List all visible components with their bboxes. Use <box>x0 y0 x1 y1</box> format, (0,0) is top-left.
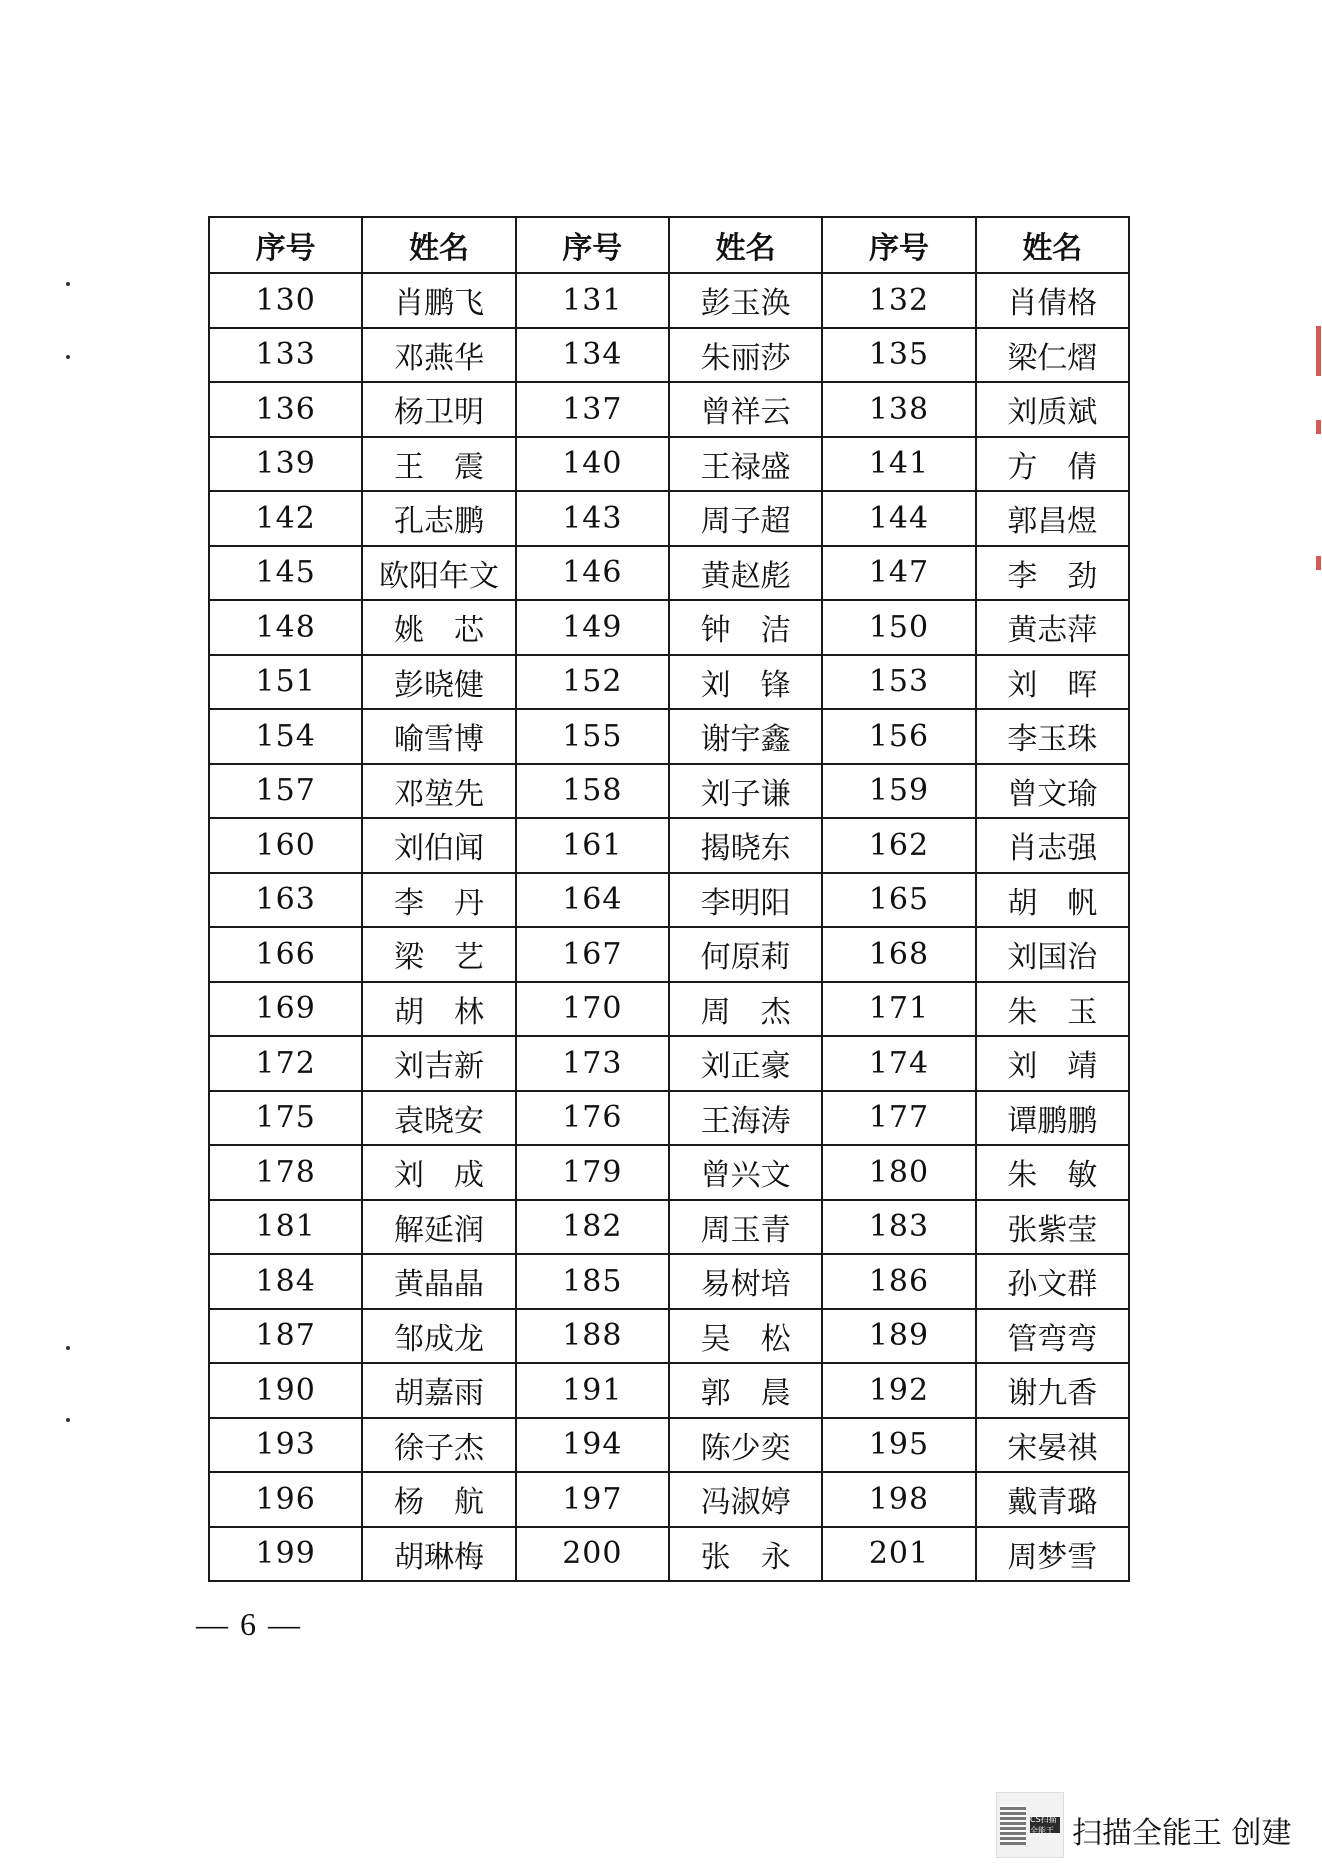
table-row <box>209 764 1129 819</box>
person-name-cell: 张 永 <box>669 1527 822 1582</box>
person-name-cell: 肖鹏飞 <box>362 273 515 328</box>
table-row <box>209 1036 1129 1091</box>
person-name-cell: 梁仁熠 <box>976 328 1129 383</box>
person-name-cell: 姚 芯 <box>362 600 515 655</box>
table-row <box>209 491 1129 546</box>
serial-number-cell: 153 <box>822 655 975 710</box>
person-name-cell: 曾文瑜 <box>976 764 1129 819</box>
serial-number-cell: 138 <box>822 382 975 437</box>
person-name-cell: 肖志强 <box>976 818 1129 873</box>
person-name-cell: 吴 松 <box>669 1309 822 1364</box>
serial-number-cell: 186 <box>822 1254 975 1309</box>
person-name-cell: 胡 帆 <box>976 873 1129 928</box>
table-header-row <box>209 217 1129 273</box>
serial-number-cell: 147 <box>822 546 975 601</box>
person-name-cell: 郭 晨 <box>669 1363 822 1418</box>
header-name-2: 姓名 <box>669 217 822 273</box>
page-number: — 6 — <box>196 1606 302 1642</box>
serial-number-cell: 195 <box>822 1418 975 1473</box>
seal-edge-mark <box>1316 326 1321 376</box>
serial-number-cell: 167 <box>516 927 669 982</box>
serial-number-cell: 198 <box>822 1472 975 1527</box>
table-row <box>209 1472 1129 1527</box>
serial-number-cell: 191 <box>516 1363 669 1418</box>
person-name-cell: 李明阳 <box>669 873 822 928</box>
person-name-cell: 郭昌煜 <box>976 491 1129 546</box>
person-name-cell: 刘 锋 <box>669 655 822 710</box>
person-name-cell: 杨卫明 <box>362 382 515 437</box>
person-name-cell: 徐子杰 <box>362 1418 515 1473</box>
person-name-cell: 胡嘉雨 <box>362 1363 515 1418</box>
table-row <box>209 1145 1129 1200</box>
person-name-cell: 刘吉新 <box>362 1036 515 1091</box>
serial-number-cell: 155 <box>516 709 669 764</box>
person-name-cell: 彭玉涣 <box>669 273 822 328</box>
table-row <box>209 709 1129 764</box>
qr-code-icon <box>1000 1805 1026 1845</box>
scanner-watermark-text: 扫描全能王 创建 <box>1072 1816 1292 1851</box>
serial-number-cell: 197 <box>516 1472 669 1527</box>
person-name-cell: 王 震 <box>362 437 515 492</box>
person-name-cell: 刘 成 <box>362 1145 515 1200</box>
person-name-cell: 李 丹 <box>362 873 515 928</box>
table-row <box>209 1091 1129 1146</box>
table-row <box>209 1254 1129 1309</box>
serial-number-cell: 137 <box>516 382 669 437</box>
person-name-cell: 邹成龙 <box>362 1309 515 1364</box>
serial-number-cell: 157 <box>209 764 362 819</box>
person-name-cell: 彭晓健 <box>362 655 515 710</box>
serial-number-cell: 142 <box>209 491 362 546</box>
serial-number-cell: 192 <box>822 1363 975 1418</box>
serial-number-cell: 200 <box>516 1527 669 1582</box>
serial-number-cell: 152 <box>516 655 669 710</box>
person-name-cell: 孙文群 <box>976 1254 1129 1309</box>
scan-speck <box>66 1418 70 1422</box>
person-name-cell: 刘质斌 <box>976 382 1129 437</box>
serial-number-cell: 149 <box>516 600 669 655</box>
person-name-cell: 李玉珠 <box>976 709 1129 764</box>
serial-number-cell: 172 <box>209 1036 362 1091</box>
name-roster-table <box>208 216 1130 1582</box>
serial-number-cell: 177 <box>822 1091 975 1146</box>
person-name-cell: 孔志鹏 <box>362 491 515 546</box>
serial-number-cell: 134 <box>516 328 669 383</box>
seal-edge-mark <box>1316 556 1321 570</box>
person-name-cell: 周子超 <box>669 491 822 546</box>
serial-number-cell: 194 <box>516 1418 669 1473</box>
serial-number-cell: 170 <box>516 982 669 1037</box>
table-row <box>209 927 1129 982</box>
serial-number-cell: 196 <box>209 1472 362 1527</box>
serial-number-cell: 156 <box>822 709 975 764</box>
table-row <box>209 655 1129 710</box>
person-name-cell: 袁晓安 <box>362 1091 515 1146</box>
serial-number-cell: 184 <box>209 1254 362 1309</box>
serial-number-cell: 165 <box>822 873 975 928</box>
scan-speck <box>66 282 70 286</box>
person-name-cell: 管弯弯 <box>976 1309 1129 1364</box>
serial-number-cell: 174 <box>822 1036 975 1091</box>
serial-number-cell: 182 <box>516 1200 669 1255</box>
serial-number-cell: 175 <box>209 1091 362 1146</box>
header-serial-2: 序号 <box>516 217 669 273</box>
serial-number-cell: 160 <box>209 818 362 873</box>
serial-number-cell: 154 <box>209 709 362 764</box>
person-name-cell: 胡 林 <box>362 982 515 1037</box>
person-name-cell: 朱丽莎 <box>669 328 822 383</box>
person-name-cell: 解延润 <box>362 1200 515 1255</box>
table-row <box>209 1418 1129 1473</box>
person-name-cell: 周玉青 <box>669 1200 822 1255</box>
header-name-1: 姓名 <box>362 217 515 273</box>
serial-number-cell: 187 <box>209 1309 362 1364</box>
person-name-cell: 邓燕华 <box>362 328 515 383</box>
seal-edge-mark <box>1316 420 1321 434</box>
person-name-cell: 揭晓东 <box>669 818 822 873</box>
serial-number-cell: 145 <box>209 546 362 601</box>
person-name-cell: 刘伯闻 <box>362 818 515 873</box>
serial-number-cell: 181 <box>209 1200 362 1255</box>
serial-number-cell: 173 <box>516 1036 669 1091</box>
camscanner-logo <box>996 1792 1064 1858</box>
serial-number-cell: 176 <box>516 1091 669 1146</box>
serial-number-cell: 193 <box>209 1418 362 1473</box>
person-name-cell: 肖倩格 <box>976 273 1129 328</box>
person-name-cell: 欧阳年文 <box>362 546 515 601</box>
camscanner-badge: CS扫描全能王 <box>1030 1817 1060 1833</box>
person-name-cell: 谭鹏鹏 <box>976 1091 1129 1146</box>
serial-number-cell: 169 <box>209 982 362 1037</box>
serial-number-cell: 188 <box>516 1309 669 1364</box>
scan-speck <box>66 1346 70 1350</box>
serial-number-cell: 161 <box>516 818 669 873</box>
serial-number-cell: 164 <box>516 873 669 928</box>
serial-number-cell: 133 <box>209 328 362 383</box>
serial-number-cell: 171 <box>822 982 975 1037</box>
serial-number-cell: 179 <box>516 1145 669 1200</box>
person-name-cell: 钟 洁 <box>669 600 822 655</box>
person-name-cell: 刘 靖 <box>976 1036 1129 1091</box>
table-row <box>209 382 1129 437</box>
table-row <box>209 273 1129 328</box>
serial-number-cell: 143 <box>516 491 669 546</box>
table-body <box>209 273 1129 1581</box>
serial-number-cell: 150 <box>822 600 975 655</box>
serial-number-cell: 159 <box>822 764 975 819</box>
person-name-cell: 黄赵彪 <box>669 546 822 601</box>
person-name-cell: 宋晏祺 <box>976 1418 1129 1473</box>
serial-number-cell: 140 <box>516 437 669 492</box>
person-name-cell: 易树培 <box>669 1254 822 1309</box>
person-name-cell: 谢宇鑫 <box>669 709 822 764</box>
serial-number-cell: 185 <box>516 1254 669 1309</box>
serial-number-cell: 141 <box>822 437 975 492</box>
table-row <box>209 1527 1129 1582</box>
table-row <box>209 873 1129 928</box>
table-row <box>209 437 1129 492</box>
serial-number-cell: 135 <box>822 328 975 383</box>
serial-number-cell: 178 <box>209 1145 362 1200</box>
person-name-cell: 梁 艺 <box>362 927 515 982</box>
serial-number-cell: 132 <box>822 273 975 328</box>
person-name-cell: 黄晶晶 <box>362 1254 515 1309</box>
serial-number-cell: 190 <box>209 1363 362 1418</box>
person-name-cell: 喻雪博 <box>362 709 515 764</box>
person-name-cell: 朱 敏 <box>976 1145 1129 1200</box>
table-row <box>209 1363 1129 1418</box>
table-row <box>209 546 1129 601</box>
serial-number-cell: 189 <box>822 1309 975 1364</box>
person-name-cell: 王海涛 <box>669 1091 822 1146</box>
person-name-cell: 周 杰 <box>669 982 822 1037</box>
person-name-cell: 戴青璐 <box>976 1472 1129 1527</box>
serial-number-cell: 199 <box>209 1527 362 1582</box>
table-row <box>209 982 1129 1037</box>
table-row <box>209 600 1129 655</box>
serial-number-cell: 201 <box>822 1527 975 1582</box>
scan-speck <box>66 355 70 359</box>
serial-number-cell: 130 <box>209 273 362 328</box>
header-serial-1: 序号 <box>209 217 362 273</box>
person-name-cell: 刘正豪 <box>669 1036 822 1091</box>
person-name-cell: 冯淑婷 <box>669 1472 822 1527</box>
person-name-cell: 陈少奕 <box>669 1418 822 1473</box>
serial-number-cell: 139 <box>209 437 362 492</box>
person-name-cell: 杨 航 <box>362 1472 515 1527</box>
table-row <box>209 1309 1129 1364</box>
person-name-cell: 胡琳梅 <box>362 1527 515 1582</box>
serial-number-cell: 131 <box>516 273 669 328</box>
serial-number-cell: 183 <box>822 1200 975 1255</box>
header-name-3: 姓名 <box>976 217 1129 273</box>
person-name-cell: 邓堃先 <box>362 764 515 819</box>
serial-number-cell: 146 <box>516 546 669 601</box>
person-name-cell: 王禄盛 <box>669 437 822 492</box>
person-name-cell: 刘子谦 <box>669 764 822 819</box>
person-name-cell: 刘 晖 <box>976 655 1129 710</box>
person-name-cell: 曾祥云 <box>669 382 822 437</box>
header-serial-3: 序号 <box>822 217 975 273</box>
serial-number-cell: 158 <box>516 764 669 819</box>
serial-number-cell: 166 <box>209 927 362 982</box>
person-name-cell: 谢九香 <box>976 1363 1129 1418</box>
person-name-cell: 李 劲 <box>976 546 1129 601</box>
serial-number-cell: 162 <box>822 818 975 873</box>
table-row <box>209 818 1129 873</box>
serial-number-cell: 144 <box>822 491 975 546</box>
person-name-cell: 刘国治 <box>976 927 1129 982</box>
serial-number-cell: 148 <box>209 600 362 655</box>
table-row <box>209 1200 1129 1255</box>
person-name-cell: 方 倩 <box>976 437 1129 492</box>
serial-number-cell: 136 <box>209 382 362 437</box>
person-name-cell: 黄志萍 <box>976 600 1129 655</box>
serial-number-cell: 168 <box>822 927 975 982</box>
serial-number-cell: 163 <box>209 873 362 928</box>
serial-number-cell: 180 <box>822 1145 975 1200</box>
table-row <box>209 328 1129 383</box>
person-name-cell: 周梦雪 <box>976 1527 1129 1582</box>
serial-number-cell: 151 <box>209 655 362 710</box>
person-name-cell: 曾兴文 <box>669 1145 822 1200</box>
person-name-cell: 何原莉 <box>669 927 822 982</box>
person-name-cell: 张紫莹 <box>976 1200 1129 1255</box>
person-name-cell: 朱 玉 <box>976 982 1129 1037</box>
